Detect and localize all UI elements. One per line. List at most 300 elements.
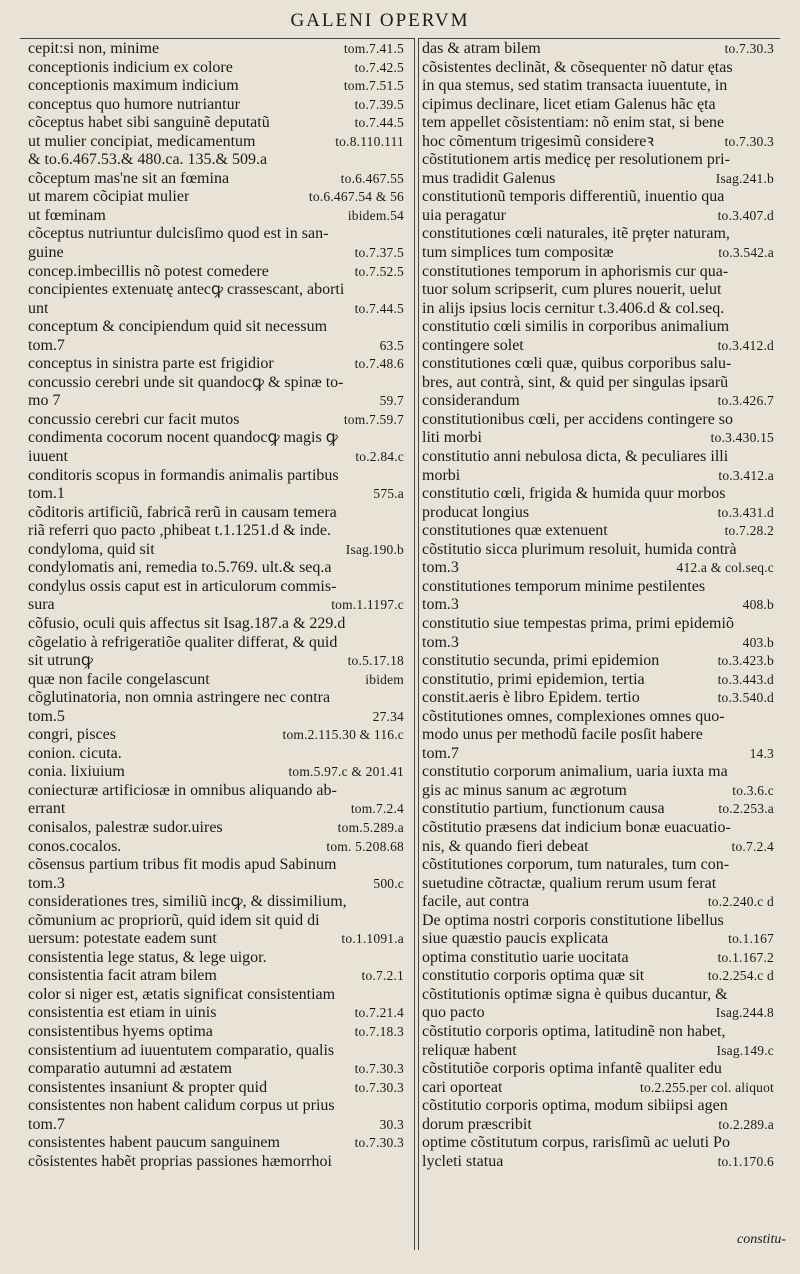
index-entry-line [422,1153,774,1172]
entry-text: das & atram bilem [422,40,541,57]
entry-text: condylomatis ani, remedia to.5.769. ult.& seq.a [28,559,332,577]
entry-text: constitutio corporis optima quæ sit [422,967,645,985]
header-text: GALENI OPERVM [290,10,470,31]
entry-text: suetudine cõtractæ, qualium rerum usum ferat [422,874,717,892]
entry-text: cõceptus habet sibi sanguinẽ deputatũ [28,114,270,132]
entry-reference: to.7.28.2 [724,523,774,539]
entry-text: conceptionis maximum indicium [28,77,239,95]
entry-text: sit utrunꝙ [28,652,93,670]
index-entry-line [422,1060,774,1079]
entry-text: conditoris scopus in formandis animalis partibus [28,466,339,484]
entry-reference: tom.1.1197.c [331,597,404,613]
entry-reference: to.3.426.7 [717,393,774,409]
entry-reference: to.8.110.111 [335,133,404,149]
entry-text: hoc cõmentum trigesimũ considereꝛ [422,132,654,150]
index-entry-line [28,930,404,949]
entry-text: guine [28,244,64,262]
entry-reference: to.7.2.4 [731,838,774,854]
entry-reference: to.3.542.a [718,245,774,261]
index-entry-line [422,986,774,1005]
entry-text: iuuent [28,448,68,466]
entry-text: conceptus in sinistra parte est frigidior [28,355,274,373]
index-entry-line [28,1153,404,1172]
index-entry-line [422,188,774,207]
entry-reference: to.7.37.5 [354,245,404,261]
entry-text: cõsensus partium tribus fit modis apud Sabinum [28,856,337,874]
entry-text: cõstitutiones omnes, complexiones omnes quo- [422,707,725,725]
entry-text: consistentibus hyems optima [28,1022,213,1040]
index-entry-line [28,355,404,374]
index-entry-line [28,467,404,486]
index-entry-line [422,355,774,374]
index-entry-line [422,689,774,708]
entry-reference: to.7.42.5 [354,59,404,75]
header-rule-left [20,38,414,39]
entry-text: uersum: potestate eadem sunt [28,930,217,948]
index-entry-line [28,1060,404,1079]
index-entry-line [28,1023,404,1042]
entry-reference: to.7.30.3 [724,41,774,56]
index-entry-line [422,856,774,875]
index-entry-line [28,337,404,356]
index-entry-line [422,281,774,300]
entry-reference: to.2.254.c d [707,968,774,984]
index-entry-line [28,967,404,986]
index-entry-line [422,59,774,78]
entry-reference: to.3.412.a [718,467,774,483]
entry-text: optime cõstitutum corpus, rarisſimũ ac ueluti Po [422,1134,730,1152]
index-entry-line [422,763,774,782]
entry-text: tom.3 [422,596,459,614]
index-entry-line [28,578,404,597]
entry-text: constitutiones cœli quæ, quibus corporibus salu- [422,355,732,373]
index-entry-line [422,819,774,838]
entry-reference: to.6.467.55 [340,170,404,186]
index-entry-line [28,300,404,319]
index-entry-line [422,578,774,597]
entry-text: constitutiones cœli naturales, itẽ prȩter naturam, [422,225,730,243]
entry-reference: to.7.30.3 [354,1061,404,1077]
entry-text: liti morbi [422,429,482,447]
entry-text: conceptum & concipiendum quid sit necessum [28,318,328,336]
index-entry-line [28,559,404,578]
entry-text: quo pacto [422,1004,485,1022]
entry-reference: tom.5.289.a [337,819,404,835]
index-entry-line [28,596,404,615]
entry-text: concussio cerebri unde sit quandocꝙ & spinæ to- [28,373,344,391]
entry-text: errant [28,800,66,818]
index-entry-line [28,485,404,504]
entry-reference: Isag.241.b [715,170,774,186]
index-entry-line [422,151,774,170]
entry-text: sura [28,596,55,614]
entry-text: constitutio siue tempestas prima, primi epidemiõ [422,614,734,632]
entry-text: cõceptum mas'ne sit an fœmina [28,169,230,187]
entry-reference: to.2.255.per col. aliquot [640,1079,774,1095]
running-header [0,4,800,38]
index-entry-line [28,875,404,894]
index-entry-line [422,671,774,690]
entry-reference: to.1.167 [728,931,774,947]
entry-reference: to.6.467.54 & 56 [308,189,404,205]
entry-text: constitutio partium, functionum causa [422,800,665,818]
index-entry-line [422,782,774,801]
index-entry-line [28,541,404,560]
index-entry-line [422,114,774,133]
entry-reference: tom.7.51.5 [343,78,404,94]
index-entry-line [422,1116,774,1135]
index-entry-line [28,652,404,671]
entry-text: contingere solet [422,336,524,354]
entry-text: unt [28,299,49,317]
index-entry-line [422,225,774,244]
index-entry-line [422,244,774,263]
entry-text: mus tradidit Galenus [422,169,556,187]
entry-text: concipientes extenuatę antecꝙ crassescant, aborti [28,281,345,299]
entry-text: tem appellet cõsistentiam: nõ enim stat, si bene [422,114,725,132]
index-entry-line [28,819,404,838]
entry-text: cõstitutio præsens dat indicium bonæ euacuatio- [422,818,731,836]
entry-text: producat longius [422,503,530,521]
index-entry-line [28,225,404,244]
entry-reference: tom.2.115.30 & 116.c [282,727,404,743]
entry-text: in qua stemus, sed statim transacta iuuentute, in [422,77,728,95]
index-entry-line [28,912,404,931]
index-entry-line [28,133,404,152]
entry-text: condylus ossis caput est in articulorum commis- [28,577,337,595]
entry-reference: to.7.30.3 [724,133,774,149]
entry-reference: 403.b [742,634,774,650]
entry-text: concussio cerebri cur facit mutos [28,410,240,428]
index-entry-line [422,429,774,448]
entry-text: consistentes insaniunt & propter quid [28,1078,268,1096]
entry-text: constitutiones temporum minime pestilentes [422,577,706,595]
entry-text: constit.aeris è libro Epidem. tertio [422,689,640,707]
catchword: constitu- [737,1232,786,1247]
index-entry-line [28,188,404,207]
index-entry-line [28,40,404,59]
entry-reference: to.7.52.5 [354,263,404,279]
index-entry-line [422,40,774,59]
index-entry-line [28,263,404,282]
index-entry-line [28,411,404,430]
index-entry-line [28,708,404,727]
entry-text: tom.1 [28,485,65,503]
header-rule-right [418,38,780,39]
index-entry-line [28,726,404,745]
entry-reference: to.5.17.18 [347,653,404,669]
entry-text: tom.7 [28,1115,65,1133]
index-entry-line [422,263,774,282]
entry-text: dorum præscribit [422,1115,532,1133]
index-entry-line [422,374,774,393]
index-entry-line [422,392,774,411]
entry-text: facile, aut contra [422,893,530,911]
entry-text: tuor solum scripserit, cum plures nouerit, uelut [422,281,722,299]
index-entry-line [28,893,404,912]
entry-reference: Isag.149.c [716,1042,774,1058]
entry-reference: to.3.6.c [732,782,774,798]
entry-text: quæ non facile congelascunt [28,670,210,688]
entry-text: conion. cicuta. [28,744,122,762]
entry-reference: tom.7.59.7 [343,411,404,427]
index-entry-line [28,745,404,764]
index-entry-line [422,170,774,189]
entry-text: cõstitutio corporis optima, latitudinẽ non habet, [422,1022,726,1040]
index-entry-line [422,893,774,912]
entry-text: cepit:si non, minime [28,40,160,57]
entry-text: constitutiones quæ extenuent [422,522,608,540]
entry-text: tom.3 [422,559,459,577]
entry-reference: to.7.2.1 [361,968,404,984]
entry-reference: to.7.30.3 [354,1079,404,1095]
index-entry-line [422,411,774,430]
entry-reference: to.3.423.b [717,653,774,669]
index-entry-line [28,763,404,782]
entry-text: consistentes non habent calidum corpus ut prius [28,1097,335,1115]
index-entry-line [422,77,774,96]
index-entry-line [422,634,774,653]
entry-text: tom.7 [422,744,459,762]
entry-reference: to.7.44.5 [354,300,404,316]
index-entry-line [422,1004,774,1023]
entry-text: constitutio anni nebulosa dicta, & peculiares illi [422,448,729,466]
index-entry-line [422,596,774,615]
entry-reference: tom.5.97.c & 201.41 [288,764,404,780]
entry-reference: to.1.170.6 [717,1153,774,1169]
entry-reference: to.3.430.15 [710,430,774,446]
entry-text: constitutio corporum animalium, uaria iuxta ma [422,763,728,781]
entry-reference: to.7.44.5 [354,115,404,131]
entry-reference: ibidem [365,671,404,687]
index-entry-line [422,726,774,745]
index-entry-line [28,615,404,634]
index-entry-line [422,875,774,894]
entry-text: constitutio, primi epidemion, tertia [422,670,645,688]
entry-reference: to.7.39.5 [354,96,404,112]
entry-text: constitutionũ temporis differentiũ, inuentio qua [422,188,725,206]
index-entry-line [422,318,774,337]
entry-reference: Isag.244.8 [715,1005,774,1021]
entry-text: riã referri quo pacto ,phibeat t.1.1251.d & inde. [28,522,332,540]
index-entry-line [28,1116,404,1135]
entry-text: tom.5 [28,707,65,725]
index-entry-line [422,1097,774,1116]
index-entry-line [28,634,404,653]
index-entry-line [28,281,404,300]
index-entry-line [422,133,774,152]
index-entry-line [28,114,404,133]
entry-reference: to.7.21.4 [354,1005,404,1021]
index-entry-line [422,652,774,671]
index-entry-line [422,1023,774,1042]
index-entry-line [422,559,774,578]
entry-text: consistentia lege status, & lege uigor. [28,948,267,966]
entry-text: considerandum [422,392,520,410]
index-entry-line [28,207,404,226]
index-entry-line [422,967,774,986]
entry-reference: to.1.1091.a [341,931,404,947]
entry-text: cõmunium ac propriorũ, quid idem sit quid di [28,911,320,929]
entry-text: coniecturæ artificiosæ in omnibus aliquando ab- [28,781,337,799]
column-divider [414,38,415,1250]
entry-text: De optima nostri corporis constitutione libellus [422,911,724,929]
entry-text: constitutio secunda, primi epidemion [422,652,660,670]
entry-reference: to.3.431.d [717,504,774,520]
entry-text: condimenta cocorum nocent quandocꝙ magis ꝙ [28,429,338,447]
entry-text: color si niger est, ætatis significat consistentiam [28,985,336,1003]
entry-text: uia peragatur [422,206,506,224]
entry-text: siue quæstio paucis explicata [422,930,609,948]
entry-reference: to.7.30.3 [354,1135,404,1151]
index-entry-line [28,1042,404,1061]
index-entry-line [422,522,774,541]
entry-text: cõfusio, oculi quis affectus sit Isag.187.a & 229.d [28,614,346,632]
index-entry-line [422,96,774,115]
entry-text: congri, pisces [28,726,116,744]
entry-reference: to.7.18.3 [354,1023,404,1039]
index-entry-line [422,745,774,764]
entry-text: concep.imbecillis nõ potest comedere [28,262,269,280]
entry-text: conceptus quo humore nutriantur [28,95,240,113]
index-entry-line [28,1004,404,1023]
entry-text: morbi [422,466,461,484]
index-entry-line [422,207,774,226]
entry-text: conceptionis indicium ex colore [28,58,233,76]
entry-text: in alijs ipsius locis cernitur t.3.406.d & col.seq. [422,299,725,317]
entry-text: constitutio cœli, frigida & humida quur morbos [422,485,726,503]
entry-reference: 412.a & col.seq.c [676,560,774,576]
entry-text: conisalos, palestræ sudor.uires [28,818,223,836]
entry-text: reliquæ habent [422,1041,517,1059]
index-entry-line [28,244,404,263]
entry-reference: to.3.540.d [717,690,774,706]
entry-text: condyloma, quid sit [28,540,155,558]
index-entry-line [28,949,404,968]
entry-text: consistentes habent paucum sanguinem [28,1134,280,1152]
entry-text: cõstitutionem artis medicę per resolutionem pri- [422,151,730,169]
index-entry-line [28,151,404,170]
entry-text: modo unus per methodũ facile posſit habere [422,726,703,744]
entry-text: conos.cocalos. [28,837,122,855]
index-entry-line [422,949,774,968]
index-entry-line [422,912,774,931]
index-entry-line [28,59,404,78]
entry-text: nis, & quando fieri debeat [422,837,589,855]
entry-text: mo 7 [28,392,61,410]
entry-text: cõstitutio corporis optima, modum sibiipsi agen [422,1097,728,1115]
index-entry-line [28,856,404,875]
index-entry-line [28,689,404,708]
index-entry-line [28,1097,404,1116]
entry-reference: ibidem.54 [347,207,404,223]
entry-reference: to.1.167.2 [717,949,774,965]
index-entry-line [28,392,404,411]
entry-text: constitutiones temporum in aphorismis cur qua- [422,262,729,280]
entry-reference: tom. 5.208.68 [326,838,404,854]
entry-reference: to.3.443.d [717,671,774,687]
index-entry-line [28,1134,404,1153]
entry-reference: 59.7 [379,393,404,409]
index-entry-line [28,671,404,690]
entry-reference: to.3.407.d [717,207,774,223]
index-entry-line [422,300,774,319]
entry-reference: 575.a [373,486,404,502]
entry-text: considerationes tres, similiũ incꝙ, & dissimilium, [28,893,347,911]
index-entry-line [422,1079,774,1098]
entry-text: conia. lixiuium [28,763,125,781]
index-entry-line [422,930,774,949]
entry-text: tum simplices tum compositæ [422,244,614,262]
entry-text: cõgelatio à refrigeratiõe qualiter differat, & quid [28,633,338,651]
entry-text: ut mulier concipiat, medicamentum [28,132,256,150]
entry-reference: to.2.84.c [355,449,404,465]
entry-reference: tom.7.41.5 [343,41,404,56]
index-column-right [422,40,774,1171]
entry-text: tom.7 [28,336,65,354]
index-entry-line [422,467,774,486]
index-entry-line [422,708,774,727]
index-entry-line [422,800,774,819]
entry-text: cõsistentes habẽt proprias passiones hæmorrhoi [28,1152,332,1170]
entry-text: ut marem cõcipiat mulier [28,188,190,206]
entry-text: comparatio autumni ad æstatem [28,1060,232,1078]
entry-text: cõglutinatoria, non omnia astringere nec contra [28,689,331,707]
entry-text: cõstitutiones corporum, tum naturales, tum con- [422,856,730,874]
index-entry-line [422,615,774,634]
column-divider-inner [418,38,419,1250]
entry-text: optima constitutio uarie uocitata [422,948,629,966]
entry-text: cari oporteat [422,1078,503,1096]
index-entry-line [28,448,404,467]
index-entry-line [28,522,404,541]
entry-text: cõstitutionis optimæ signa è quibus ducantur, & [422,985,728,1003]
entry-reference: 63.5 [379,337,404,353]
index-entry-line [422,485,774,504]
entry-reference: 14.3 [749,745,774,761]
entry-text: consistentia est etiam in uinis [28,1004,217,1022]
entry-reference: Isag.190.b [345,541,404,557]
index-entry-line [422,1042,774,1061]
index-entry-line [422,838,774,857]
entry-reference: to.7.48.6 [354,356,404,372]
entry-text: cõsistentes declinãt, & cõsequenter nõ datur ętas [422,58,733,76]
entry-reference: 408.b [742,597,774,613]
entry-reference: to.3.412.d [717,337,774,353]
entry-text: cipimus declinare, licet etiam Galenus hãc ęta [422,95,716,113]
entry-text: ut fœminam [28,206,106,224]
entry-reference: to.2.240.c d [707,894,774,910]
entry-reference: 30.3 [379,1116,404,1132]
entry-text: tom.3 [28,874,65,892]
index-entry-line [28,429,404,448]
index-entry-line [422,337,774,356]
entry-text: cõstitutiõe corporis optima infantẽ qualiter edu [422,1060,722,1078]
index-entry-line [28,77,404,96]
entry-text: constitutio cœli similis in corporibus animalium [422,318,730,336]
entry-text: constitutionibus cœli, per accidens contingere so [422,410,734,428]
entry-text: lycleti statua [422,1152,504,1170]
entry-reference: to.2.253.a [718,801,774,817]
index-entry-line [422,504,774,523]
entry-reference: tom.7.2.4 [350,801,404,817]
index-entry-line [28,96,404,115]
entry-reference: 500.c [373,875,404,891]
index-entry-line [28,800,404,819]
entry-text: tom.3 [422,633,459,651]
index-entry-line [28,838,404,857]
index-entry-line [422,541,774,560]
